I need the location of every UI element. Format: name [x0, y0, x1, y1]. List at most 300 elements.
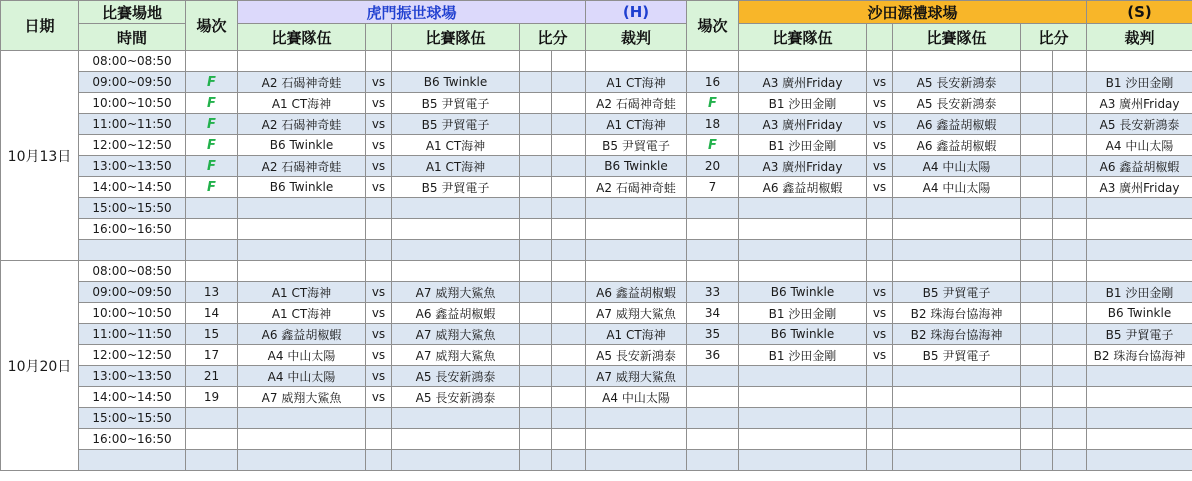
- vs-h: vs: [366, 72, 392, 93]
- team2-s: [893, 261, 1021, 282]
- team1-h: B6 Twinkle: [238, 135, 366, 156]
- referee-s: B5 尹貿電子: [1087, 324, 1192, 345]
- referee-h: A7 威翔大鯊魚: [586, 303, 687, 324]
- team2-s: [893, 51, 1021, 72]
- score1-h: [520, 114, 552, 135]
- score2-h: [552, 408, 586, 429]
- score1-s: [1021, 450, 1053, 471]
- score1-h: [520, 261, 552, 282]
- team2-h: B6 Twinkle: [392, 72, 520, 93]
- date-cell: 10月20日: [1, 261, 79, 471]
- team1-s: [739, 219, 867, 240]
- team1-s: [739, 387, 867, 408]
- score1-s: [1021, 219, 1053, 240]
- team1-s: [739, 408, 867, 429]
- referee-h: [586, 450, 687, 471]
- team1-h: A7 威翔大鯊魚: [238, 387, 366, 408]
- team1-h: [238, 219, 366, 240]
- referee-s: A6 鑫益胡椒蝦: [1087, 156, 1192, 177]
- score1-s: [1021, 198, 1053, 219]
- team2-h: A7 威翔大鯊魚: [392, 345, 520, 366]
- team1-h: A1 CT海神: [238, 303, 366, 324]
- match-no-h: [186, 198, 238, 219]
- time-cell: [79, 450, 186, 471]
- team2-h: A5 長安新鴻泰: [392, 387, 520, 408]
- schedule-row: [1, 345, 1192, 366]
- score1-s: [1021, 429, 1053, 450]
- vs-header-s: [867, 24, 893, 51]
- schedule-row: [1, 177, 1192, 198]
- score2-s: [1053, 114, 1087, 135]
- score1-s: [1021, 387, 1053, 408]
- time-cell: 16:00~16:50: [79, 429, 186, 450]
- time-cell: 13:00~13:50: [79, 156, 186, 177]
- score1-h: [520, 240, 552, 261]
- match-no-h: [186, 219, 238, 240]
- team2-s: [893, 240, 1021, 261]
- schedule-row: [1, 450, 1192, 471]
- team2-s: [893, 408, 1021, 429]
- score1-h: [520, 219, 552, 240]
- referee-s: [1087, 366, 1192, 387]
- team2-s: B2 珠海台協海神: [893, 324, 1021, 345]
- match-no-s: 35: [687, 324, 739, 345]
- score2-s: [1053, 366, 1087, 387]
- vs-h: vs: [366, 93, 392, 114]
- score2-s: [1053, 324, 1087, 345]
- score2-s: [1053, 240, 1087, 261]
- vs-s: [867, 408, 893, 429]
- score1-s: [1021, 72, 1053, 93]
- vs-h: vs: [366, 156, 392, 177]
- score2-s: [1053, 93, 1087, 114]
- score1-s: [1021, 240, 1053, 261]
- referee-s: A5 長安新鴻泰: [1087, 114, 1192, 135]
- referee-h: [586, 240, 687, 261]
- referee-h: [586, 261, 687, 282]
- score2-h: [552, 429, 586, 450]
- score1-s: [1021, 303, 1053, 324]
- vs-s: [867, 429, 893, 450]
- vs-h: [366, 198, 392, 219]
- team2-h: A6 鑫益胡椒蝦: [392, 303, 520, 324]
- match-no-s: [687, 219, 739, 240]
- score1-s: [1021, 261, 1053, 282]
- time-cell: 08:00~08:50: [79, 261, 186, 282]
- score2-h: [552, 156, 586, 177]
- score1-s: [1021, 51, 1053, 72]
- venue-s-title: 沙田源禮球場: [739, 1, 1087, 24]
- vs-h: vs: [366, 345, 392, 366]
- referee-s: B6 Twinkle: [1087, 303, 1192, 324]
- score1-s: [1021, 282, 1053, 303]
- team2-s: [893, 429, 1021, 450]
- referee-h: [586, 198, 687, 219]
- team2-h: [392, 450, 520, 471]
- referee-h: A4 中山太陽: [586, 387, 687, 408]
- team1-s: [739, 450, 867, 471]
- match-no-s: F: [687, 135, 739, 156]
- score1-h: [520, 345, 552, 366]
- score1-h: [520, 51, 552, 72]
- team2-h: B5 尹貿電子: [392, 114, 520, 135]
- referee-s: [1087, 429, 1192, 450]
- match-no-s: [687, 198, 739, 219]
- team2-s: A6 鑫益胡椒蝦: [893, 114, 1021, 135]
- match-no-s: [687, 240, 739, 261]
- match-no-s: [687, 429, 739, 450]
- vs-header-h: [366, 24, 392, 51]
- referee-h: A6 鑫益胡椒蝦: [586, 282, 687, 303]
- team2-h: [392, 261, 520, 282]
- vs-s: vs: [867, 156, 893, 177]
- vs-h: vs: [366, 303, 392, 324]
- match-no-s: [687, 51, 739, 72]
- match-no-s: 36: [687, 345, 739, 366]
- vs-s: vs: [867, 324, 893, 345]
- team2-h: B5 尹貿電子: [392, 177, 520, 198]
- score2-s: [1053, 177, 1087, 198]
- team1-s: [739, 198, 867, 219]
- score2-h: [552, 135, 586, 156]
- team1-h: [238, 240, 366, 261]
- venue-header: 比賽場地: [79, 1, 186, 24]
- vs-h: vs: [366, 366, 392, 387]
- time-cell: 10:00~10:50: [79, 93, 186, 114]
- team1-s: B6 Twinkle: [739, 324, 867, 345]
- time-cell: 14:00~14:50: [79, 177, 186, 198]
- match-no-header-h: 場次: [186, 1, 238, 51]
- vs-h: [366, 450, 392, 471]
- schedule-row: [1, 51, 1192, 72]
- score2-s: [1053, 345, 1087, 366]
- time-cell: 13:00~13:50: [79, 366, 186, 387]
- score2-s: [1053, 282, 1087, 303]
- team2-h: A1 CT海神: [392, 156, 520, 177]
- team2-h: A5 長安新鴻泰: [392, 366, 520, 387]
- referee-s: [1087, 261, 1192, 282]
- team1-h: A6 鑫益胡椒蝦: [238, 324, 366, 345]
- score2-h: [552, 261, 586, 282]
- team2-s: A4 中山太陽: [893, 177, 1021, 198]
- score2-h: [552, 303, 586, 324]
- time-cell: 12:00~12:50: [79, 135, 186, 156]
- team2-s: A4 中山太陽: [893, 156, 1021, 177]
- score2-h: [552, 114, 586, 135]
- referee-h: A1 CT海神: [586, 324, 687, 345]
- match-no-h: F: [186, 156, 238, 177]
- match-no-h: F: [186, 114, 238, 135]
- team1-s: B6 Twinkle: [739, 282, 867, 303]
- score2-s: [1053, 198, 1087, 219]
- match-no-s: [687, 366, 739, 387]
- team2-h: A7 威翔大鯊魚: [392, 282, 520, 303]
- referee-s: B1 沙田金剛: [1087, 282, 1192, 303]
- time-cell: 15:00~15:50: [79, 408, 186, 429]
- team1-s: B1 沙田金剛: [739, 93, 867, 114]
- match-no-s: 18: [687, 114, 739, 135]
- vs-h: vs: [366, 114, 392, 135]
- match-no-header-s: 場次: [687, 1, 739, 51]
- referee-s: [1087, 387, 1192, 408]
- team1-h: A1 CT海神: [238, 93, 366, 114]
- score2-s: [1053, 72, 1087, 93]
- match-no-h: F: [186, 72, 238, 93]
- referee-h: A1 CT海神: [586, 72, 687, 93]
- score1-s: [1021, 177, 1053, 198]
- team2-h: [392, 51, 520, 72]
- score1-h: [520, 93, 552, 114]
- team2-h: [392, 240, 520, 261]
- vs-h: [366, 240, 392, 261]
- team1-h: [238, 261, 366, 282]
- vs-h: [366, 429, 392, 450]
- score1-s: [1021, 135, 1053, 156]
- referee-h: [586, 408, 687, 429]
- team1-s: B1 沙田金剛: [739, 303, 867, 324]
- venue-s-code: (S): [1087, 1, 1192, 24]
- schedule-row: [1, 282, 1192, 303]
- team1-s: A6 鑫益胡椒蝦: [739, 177, 867, 198]
- vs-s: vs: [867, 345, 893, 366]
- time-cell: 15:00~15:50: [79, 198, 186, 219]
- team1-h: A4 中山太陽: [238, 366, 366, 387]
- referee-s: [1087, 450, 1192, 471]
- team1-s: [739, 429, 867, 450]
- match-no-h: [186, 261, 238, 282]
- score2-s: [1053, 303, 1087, 324]
- referee-header-s: 裁判: [1087, 24, 1192, 51]
- score1-h: [520, 387, 552, 408]
- team2-h: A7 威翔大鯊魚: [392, 324, 520, 345]
- score2-s: [1053, 156, 1087, 177]
- score1-s: [1021, 114, 1053, 135]
- team2-h: B5 尹貿電子: [392, 93, 520, 114]
- team2-h: [392, 429, 520, 450]
- score1-s: [1021, 156, 1053, 177]
- team1-h: A2 石碣神奇蛙: [238, 114, 366, 135]
- time-cell: 09:00~09:50: [79, 282, 186, 303]
- team2-s: B2 珠海台協海神: [893, 303, 1021, 324]
- team1-s: [739, 261, 867, 282]
- vs-h: [366, 408, 392, 429]
- vs-h: [366, 219, 392, 240]
- vs-s: vs: [867, 177, 893, 198]
- team2-s: [893, 366, 1021, 387]
- score1-h: [520, 198, 552, 219]
- team1-header-h: 比賽隊伍: [238, 24, 366, 51]
- match-no-s: 33: [687, 282, 739, 303]
- score2-h: [552, 324, 586, 345]
- match-no-h: F: [186, 177, 238, 198]
- team1-h: A2 石碣神奇蛙: [238, 72, 366, 93]
- referee-h: [586, 429, 687, 450]
- team1-s: B1 沙田金剛: [739, 135, 867, 156]
- match-no-s: F: [687, 93, 739, 114]
- referee-s: B1 沙田金剛: [1087, 72, 1192, 93]
- match-no-s: [687, 450, 739, 471]
- match-no-h: [186, 408, 238, 429]
- referee-h: B6 Twinkle: [586, 156, 687, 177]
- team1-s: [739, 51, 867, 72]
- score2-s: [1053, 450, 1087, 471]
- team1-h: [238, 450, 366, 471]
- vs-h: vs: [366, 177, 392, 198]
- vs-s: vs: [867, 303, 893, 324]
- match-no-s: [687, 261, 739, 282]
- referee-s: [1087, 198, 1192, 219]
- referee-h: [586, 219, 687, 240]
- team1-h: [238, 429, 366, 450]
- team2-h: [392, 408, 520, 429]
- team1-h: B6 Twinkle: [238, 177, 366, 198]
- schedule-row: [1, 72, 1192, 93]
- venue-h-code: (H): [586, 1, 687, 24]
- score2-h: [552, 198, 586, 219]
- vs-h: vs: [366, 135, 392, 156]
- team1-h: [238, 408, 366, 429]
- score2-s: [1053, 261, 1087, 282]
- score1-h: [520, 135, 552, 156]
- vs-s: [867, 366, 893, 387]
- score2-h: [552, 72, 586, 93]
- score1-h: [520, 366, 552, 387]
- vs-h: vs: [366, 387, 392, 408]
- time-cell: 10:00~10:50: [79, 303, 186, 324]
- referee-h: [586, 51, 687, 72]
- score2-s: [1053, 135, 1087, 156]
- team1-s: A3 廣州Friday: [739, 72, 867, 93]
- match-no-h: 21: [186, 366, 238, 387]
- score2-s: [1053, 408, 1087, 429]
- team2-s: B5 尹貿電子: [893, 345, 1021, 366]
- score2-h: [552, 240, 586, 261]
- score-header-h: 比分: [520, 24, 586, 51]
- score2-h: [552, 51, 586, 72]
- score2-s: [1053, 429, 1087, 450]
- time-cell: 16:00~16:50: [79, 219, 186, 240]
- vs-s: [867, 387, 893, 408]
- score2-h: [552, 366, 586, 387]
- team2-s: [893, 198, 1021, 219]
- vs-s: [867, 51, 893, 72]
- score1-s: [1021, 93, 1053, 114]
- referee-s: [1087, 240, 1192, 261]
- team1-s: A3 廣州Friday: [739, 114, 867, 135]
- score1-h: [520, 303, 552, 324]
- referee-s: A3 廣州Friday: [1087, 177, 1192, 198]
- referee-s: [1087, 219, 1192, 240]
- score2-h: [552, 282, 586, 303]
- time-cell: 11:00~11:50: [79, 114, 186, 135]
- score1-h: [520, 177, 552, 198]
- score1-h: [520, 450, 552, 471]
- vs-s: vs: [867, 114, 893, 135]
- score1-h: [520, 408, 552, 429]
- team2-s: [893, 450, 1021, 471]
- schedule-row: [1, 261, 1192, 282]
- score1-s: [1021, 366, 1053, 387]
- referee-h: A2 石碣神奇蛙: [586, 93, 687, 114]
- score-header-s: 比分: [1021, 24, 1087, 51]
- schedule-row: [1, 387, 1192, 408]
- vs-h: [366, 261, 392, 282]
- time-cell: [79, 240, 186, 261]
- match-no-s: 16: [687, 72, 739, 93]
- date-header: 日期: [1, 1, 79, 51]
- vs-s: vs: [867, 282, 893, 303]
- team2-h: A1 CT海神: [392, 135, 520, 156]
- vs-h: vs: [366, 282, 392, 303]
- team2-s: B5 尹貿電子: [893, 282, 1021, 303]
- match-no-h: [186, 51, 238, 72]
- vs-h: [366, 51, 392, 72]
- referee-s: B2 珠海台協海神: [1087, 345, 1192, 366]
- schedule-row: [1, 219, 1192, 240]
- match-no-s: [687, 387, 739, 408]
- referee-h: A5 長安新鴻泰: [586, 345, 687, 366]
- referee-s: A4 中山太陽: [1087, 135, 1192, 156]
- score1-h: [520, 72, 552, 93]
- score2-h: [552, 450, 586, 471]
- referee-h: B5 尹貿電子: [586, 135, 687, 156]
- match-no-h: 17: [186, 345, 238, 366]
- match-no-h: 19: [186, 387, 238, 408]
- team1-h: A1 CT海神: [238, 282, 366, 303]
- match-no-h: F: [186, 135, 238, 156]
- match-no-s: 7: [687, 177, 739, 198]
- team1-s: A3 廣州Friday: [739, 156, 867, 177]
- match-no-h: 14: [186, 303, 238, 324]
- schedule-row: [1, 366, 1192, 387]
- match-no-h: F: [186, 93, 238, 114]
- score1-h: [520, 156, 552, 177]
- score1-s: [1021, 408, 1053, 429]
- time-header: 時間: [79, 24, 186, 51]
- team2-header-h: 比賽隊伍: [392, 24, 520, 51]
- team1-h: [238, 198, 366, 219]
- score1-s: [1021, 324, 1053, 345]
- score1-h: [520, 429, 552, 450]
- vs-s: [867, 261, 893, 282]
- team1-s: [739, 366, 867, 387]
- score1-s: [1021, 345, 1053, 366]
- team1-s: [739, 240, 867, 261]
- schedule-row: [1, 408, 1192, 429]
- score2-s: [1053, 219, 1087, 240]
- team2-s: A5 長安新鴻泰: [893, 72, 1021, 93]
- schedule-row: [1, 156, 1192, 177]
- team1-h: A2 石碣神奇蛙: [238, 156, 366, 177]
- match-no-s: [687, 408, 739, 429]
- team2-header-s: 比賽隊伍: [893, 24, 1021, 51]
- time-cell: 12:00~12:50: [79, 345, 186, 366]
- date-cell: 10月13日: [1, 51, 79, 261]
- match-no-h: 15: [186, 324, 238, 345]
- vs-s: vs: [867, 72, 893, 93]
- score1-h: [520, 282, 552, 303]
- referee-h: A1 CT海神: [586, 114, 687, 135]
- schedule-row: [1, 324, 1192, 345]
- time-cell: 09:00~09:50: [79, 72, 186, 93]
- score1-h: [520, 324, 552, 345]
- score2-s: [1053, 51, 1087, 72]
- vs-s: [867, 219, 893, 240]
- vs-s: vs: [867, 135, 893, 156]
- team2-s: A5 長安新鴻泰: [893, 93, 1021, 114]
- match-no-h: 13: [186, 282, 238, 303]
- score2-h: [552, 387, 586, 408]
